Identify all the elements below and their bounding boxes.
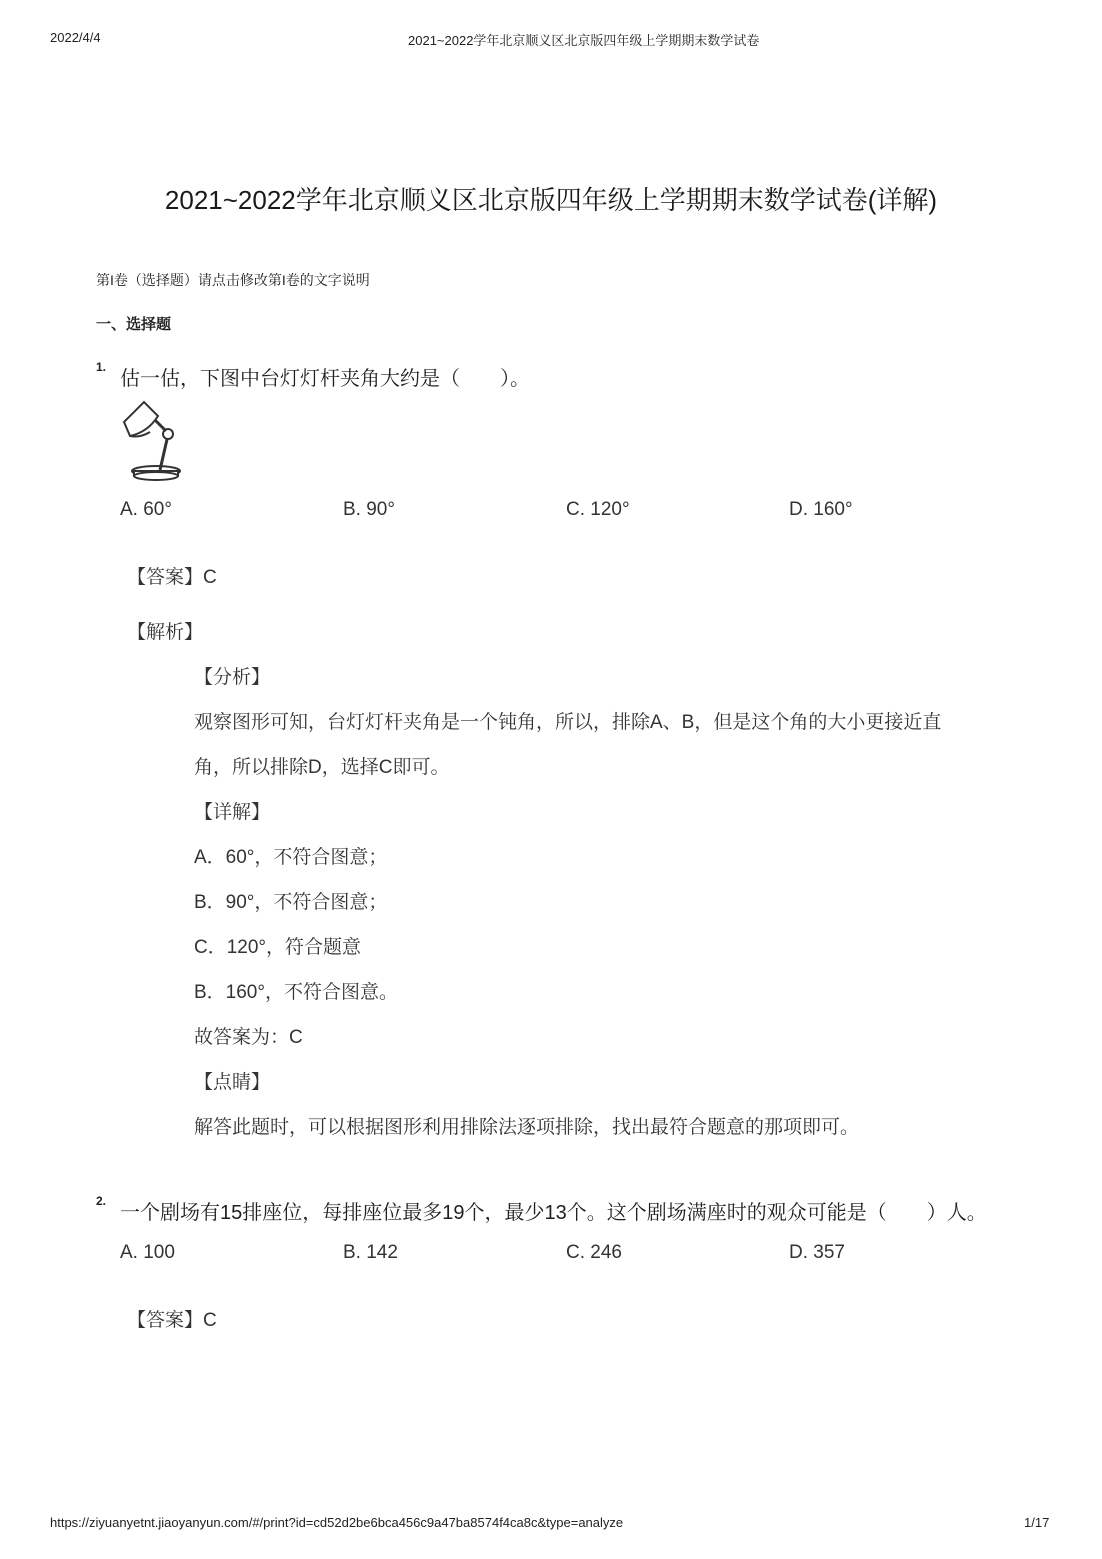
q1-option-b: B. 90° (343, 499, 395, 520)
q1-conclusion: 故答案为：C (194, 1027, 303, 1048)
q1-jiexi-label: 【解析】 (127, 622, 204, 643)
header-doc-title: 2021~2022学年北京顺义区北京版四年级上学期期末数学试卷 (408, 33, 760, 48)
q2-option-d: D. 357 (789, 1242, 845, 1263)
q1-detail-d: B．160°，不符合图意。 (194, 982, 398, 1003)
footer-page-number: 1/17 (1024, 1515, 1050, 1530)
q1-option-d: D. 160° (789, 499, 853, 520)
q1-fenxi-label: 【分析】 (194, 667, 271, 688)
q2-option-c: C. 246 (566, 1242, 622, 1263)
q1-detail-b: B．90°，不符合图意； (194, 892, 388, 913)
q1-option-c: C. 120° (566, 499, 630, 520)
desk-lamp-icon (120, 398, 186, 489)
question-2-text: 一个剧场有15排座位，每排座位最多19个，最少13个。这个剧场满座时的观众可能是（ ）人。 (120, 1202, 987, 1224)
q1-analysis-line-2: 角，所以排除D，选择C即可。 (194, 757, 450, 778)
q1-option-a: A. 60° (120, 499, 172, 520)
q1-detail-a: A．60°，不符合图意； (194, 847, 388, 868)
q1-answer: 【答案】C (127, 567, 217, 588)
q1-analysis-line-1: 观察图形可知，台灯灯杆夹角是一个钝角，所以，排除A、B，但是这个角的大小更接近直 (194, 712, 942, 733)
page-title: 2021~2022学年北京顺义区北京版四年级上学期期末数学试卷(详解) (164, 185, 938, 215)
section-note: 第I卷（选择题）请点击修改第I卷的文字说明 (96, 272, 370, 288)
q2-answer: 【答案】C (127, 1310, 217, 1331)
question-2-number: 2. (96, 1194, 107, 1208)
header-date: 2022/4/4 (50, 30, 101, 45)
question-1-number: 1. (96, 360, 107, 374)
q2-option-a: A. 100 (120, 1242, 175, 1263)
q1-dianjing-text: 解答此题时，可以根据图形利用排除法逐项排除，找出最符合题意的那项即可。 (194, 1117, 860, 1138)
q1-xiangjie-label: 【详解】 (194, 802, 271, 823)
section-heading: 一、选择题 (96, 316, 172, 333)
question-1-text: 估一估，下图中台灯灯杆夹角大约是（ ）。 (120, 368, 530, 390)
q1-detail-c: C．120°，符合题意 (194, 937, 362, 958)
footer-url[interactable]: https://ziyuanyetnt.jiaoyanyun.com/#/print?id=cd52d2be6bca456c9a47ba8574f4ca8c&type=analyze (50, 1515, 624, 1530)
q2-option-b: B. 142 (343, 1242, 398, 1263)
q1-dianjing-label: 【点睛】 (194, 1072, 271, 1093)
